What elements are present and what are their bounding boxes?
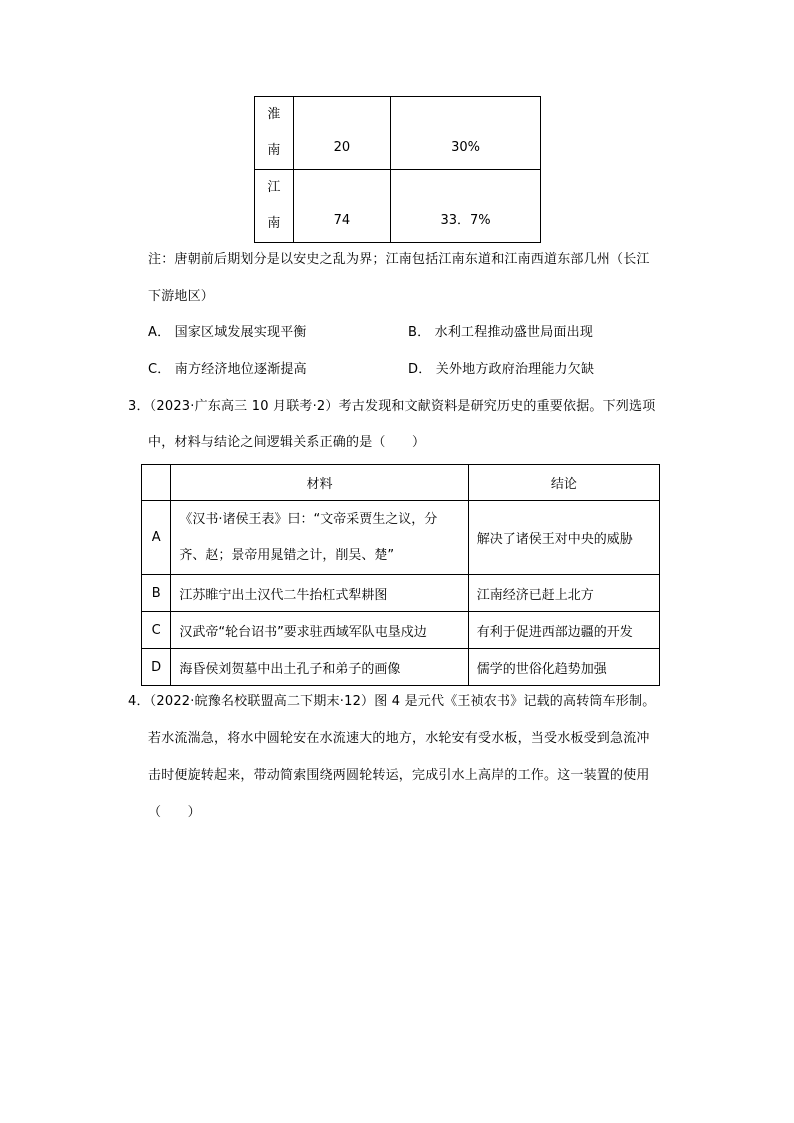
count-cell: 20 xyxy=(293,97,390,170)
question-4-line-1: 4．（2022·皖豫名校联盟高二下期末·12）图 4 是元代《王祯农书》记载的高转筒车形制。 xyxy=(128,694,656,709)
percent-cell: 30% xyxy=(391,97,541,170)
table-row xyxy=(142,575,660,612)
table-row xyxy=(255,97,541,170)
table-row xyxy=(142,501,660,575)
table-row xyxy=(142,612,660,649)
table-row xyxy=(142,649,660,686)
region-char: 江 xyxy=(267,180,281,195)
note-line-1: 注：唐朝前后期划分是以安史之乱为界；江南包括江南东道和江南西道东部几州（长江 xyxy=(148,252,650,267)
region-cell xyxy=(255,97,294,170)
option-a: A． 国家区域发展实现平衡 xyxy=(148,325,307,340)
material-cell: 汉武帝“轮台诏书”要求驻西域军队屯垦戍边 xyxy=(171,612,468,649)
header-cell: 材料 xyxy=(171,465,468,501)
region-char: 淮 xyxy=(267,107,281,122)
material-cell xyxy=(171,501,468,575)
question-4-line-2: 若水流湍急，将水中圆轮安在水流速大的地方，水轮安有受水板，当受水板受到急流冲 xyxy=(148,731,650,746)
table-row xyxy=(255,170,541,243)
note-line-2: 下游地区） xyxy=(148,289,215,304)
question-3-line-2: 中，材料与结论之间逻辑关系正确的是（ ） xyxy=(148,435,426,450)
row-label: D xyxy=(142,649,171,686)
option-d: D． 关外地方政府治理能力欠缺 xyxy=(408,362,595,377)
header-cell: 结论 xyxy=(468,465,659,501)
header-cell xyxy=(142,465,171,501)
question-3-line-1: 3．（2023·广东高三 10 月联考·2）考古发现和文献资料是研究历史的重要依据。下列选项 xyxy=(128,399,656,414)
option-c: C． 南方经济地位逐渐提高 xyxy=(148,362,307,377)
question-4-line-4: （ ） xyxy=(148,805,201,820)
conclusion-cell: 解决了诸侯王对中央的威胁 xyxy=(468,501,659,575)
percent-cell: 33．7% xyxy=(391,170,541,243)
row-label: A xyxy=(142,501,171,575)
conclusion-cell: 儒学的世俗化趋势加强 xyxy=(468,649,659,686)
region-cell xyxy=(255,170,294,243)
row-label: C xyxy=(142,612,171,649)
table-header-row xyxy=(142,465,660,501)
region-char: 南 xyxy=(267,216,281,231)
row-label: B xyxy=(142,575,171,612)
region-char: 南 xyxy=(267,143,281,158)
count-cell: 74 xyxy=(293,170,390,243)
material-line: 齐、赵；景帝用晁错之计，削吴、楚” xyxy=(179,547,395,563)
conclusion-cell: 江南经济已赶上北方 xyxy=(468,575,659,612)
option-b: B． 水利工程推动盛世局面出现 xyxy=(408,325,594,340)
material-conclusion-table xyxy=(141,464,660,686)
question-4-line-3: 击时便旋转起来，带动简索围绕两圆轮转运，完成引水上高岸的工作。这一装置的使用 xyxy=(148,768,650,783)
material-line: 《汉书·诸侯王表》曰：“文帝采贾生之议，分 xyxy=(179,511,438,527)
material-cell: 江苏睢宁出土汉代二牛抬杠式犁耕图 xyxy=(171,575,468,612)
conclusion-cell: 有利于促进西部边疆的开发 xyxy=(468,612,659,649)
region-data-table xyxy=(254,96,541,243)
material-cell: 海昏侯刘贺墓中出土孔子和弟子的画像 xyxy=(171,649,468,686)
